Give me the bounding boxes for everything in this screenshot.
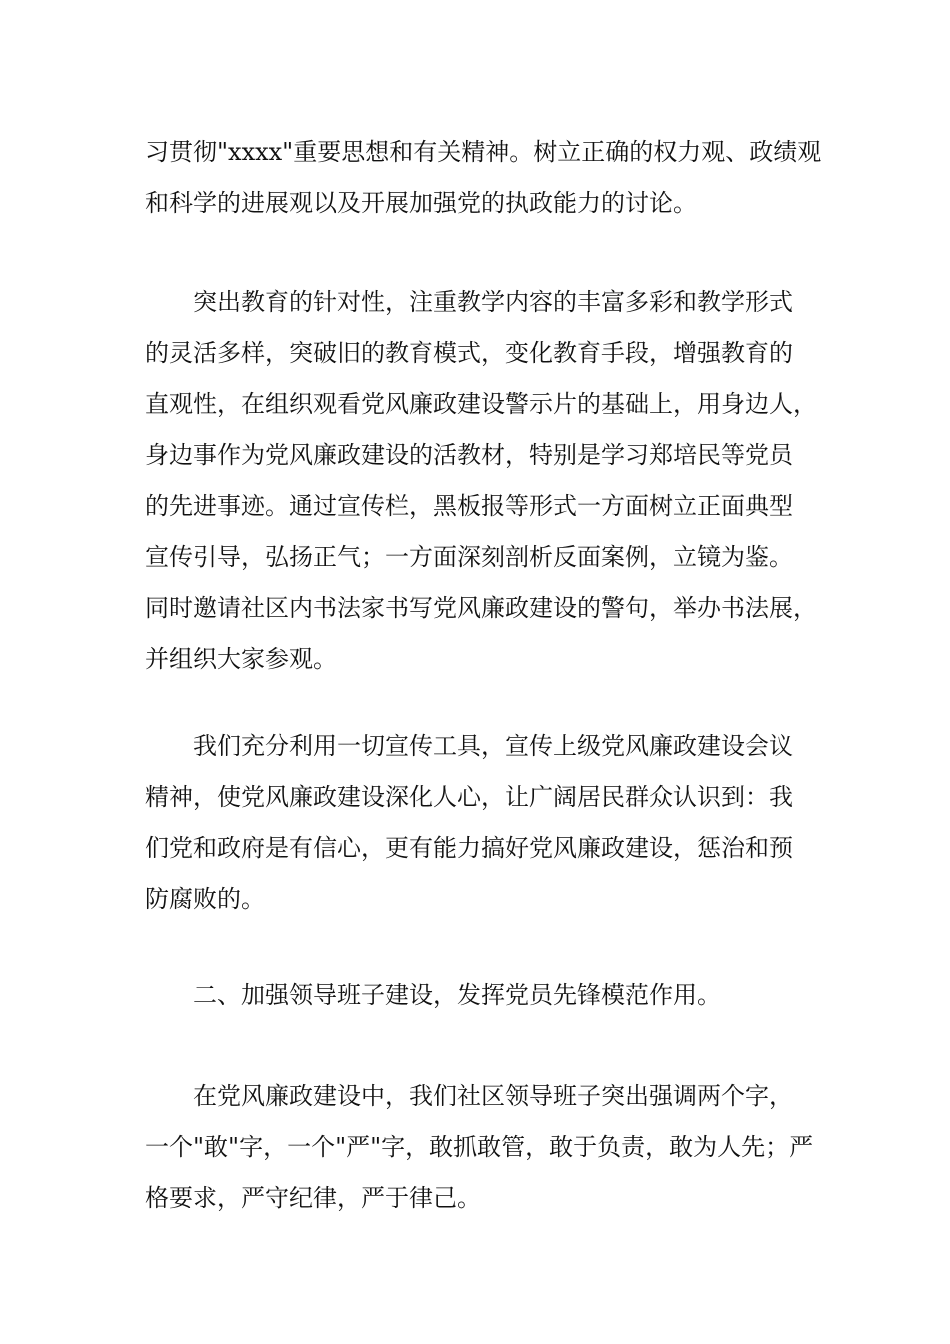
paragraph-1 [145,127,822,229]
text-line: 格要求，严守纪律，严于律己。 [145,1184,481,1212]
text-line: 的灵活多样，突破旧的教育模式，变化教育手段，增强教育的 [145,339,793,367]
text-line: 突出教育的针对性，注重教学内容的丰富多彩和教学形式 [193,288,793,316]
text-line: 和科学的进展观以及开展加强党的执政能力的讨论。 [145,189,697,217]
text-line: 直观性，在组织观看党风廉政建设警示片的基础上，用身边人， [145,390,817,418]
text-line: 防腐败的。 [145,885,265,913]
text-line: 的先进事迹。通过宣传栏，黑板报等形式一方面树立正面典型 [145,492,793,520]
text-line: 一个"敢"字，一个"严"字，敢抓敢管，敢于负责，敢为人先；严 [145,1133,814,1161]
heading-line: 二、加强领导班子建设，发挥党员先锋模范作用。 [193,981,721,1009]
paragraph-2 [145,277,815,685]
text-line: 同时邀请社区内书法家书写党风廉政建设的警句，举办书法展， [145,594,817,622]
text-line: 宣传引导，弘扬正气；一方面深刻剖析反面案例，立镜为鉴。 [145,543,793,571]
text-line: 并组织大家参观。 [145,645,337,673]
text-line: 我们充分利用一切宣传工具，宣传上级党风廉政建设会议 [193,732,793,760]
text-line: 身边事作为党风廉政建设的活教材，特别是学习郑培民等党员 [145,441,793,469]
paragraph-3 [145,721,815,925]
section-heading [145,970,815,1021]
text-line: 精神，使党风廉政建设深化人心，让广阔居民群众认识到：我 [145,783,793,811]
text-line: 在党风廉政建设中，我们社区领导班子突出强调两个字， [193,1082,793,1110]
text-line: 习贯彻"xxxx"重要思想和有关精神。树立正确的权力观、政绩观 [145,138,822,166]
text-line: 们党和政府是有信心，更有能力搞好党风廉政建设，惩治和预 [145,834,793,862]
paragraph-5 [145,1071,815,1224]
